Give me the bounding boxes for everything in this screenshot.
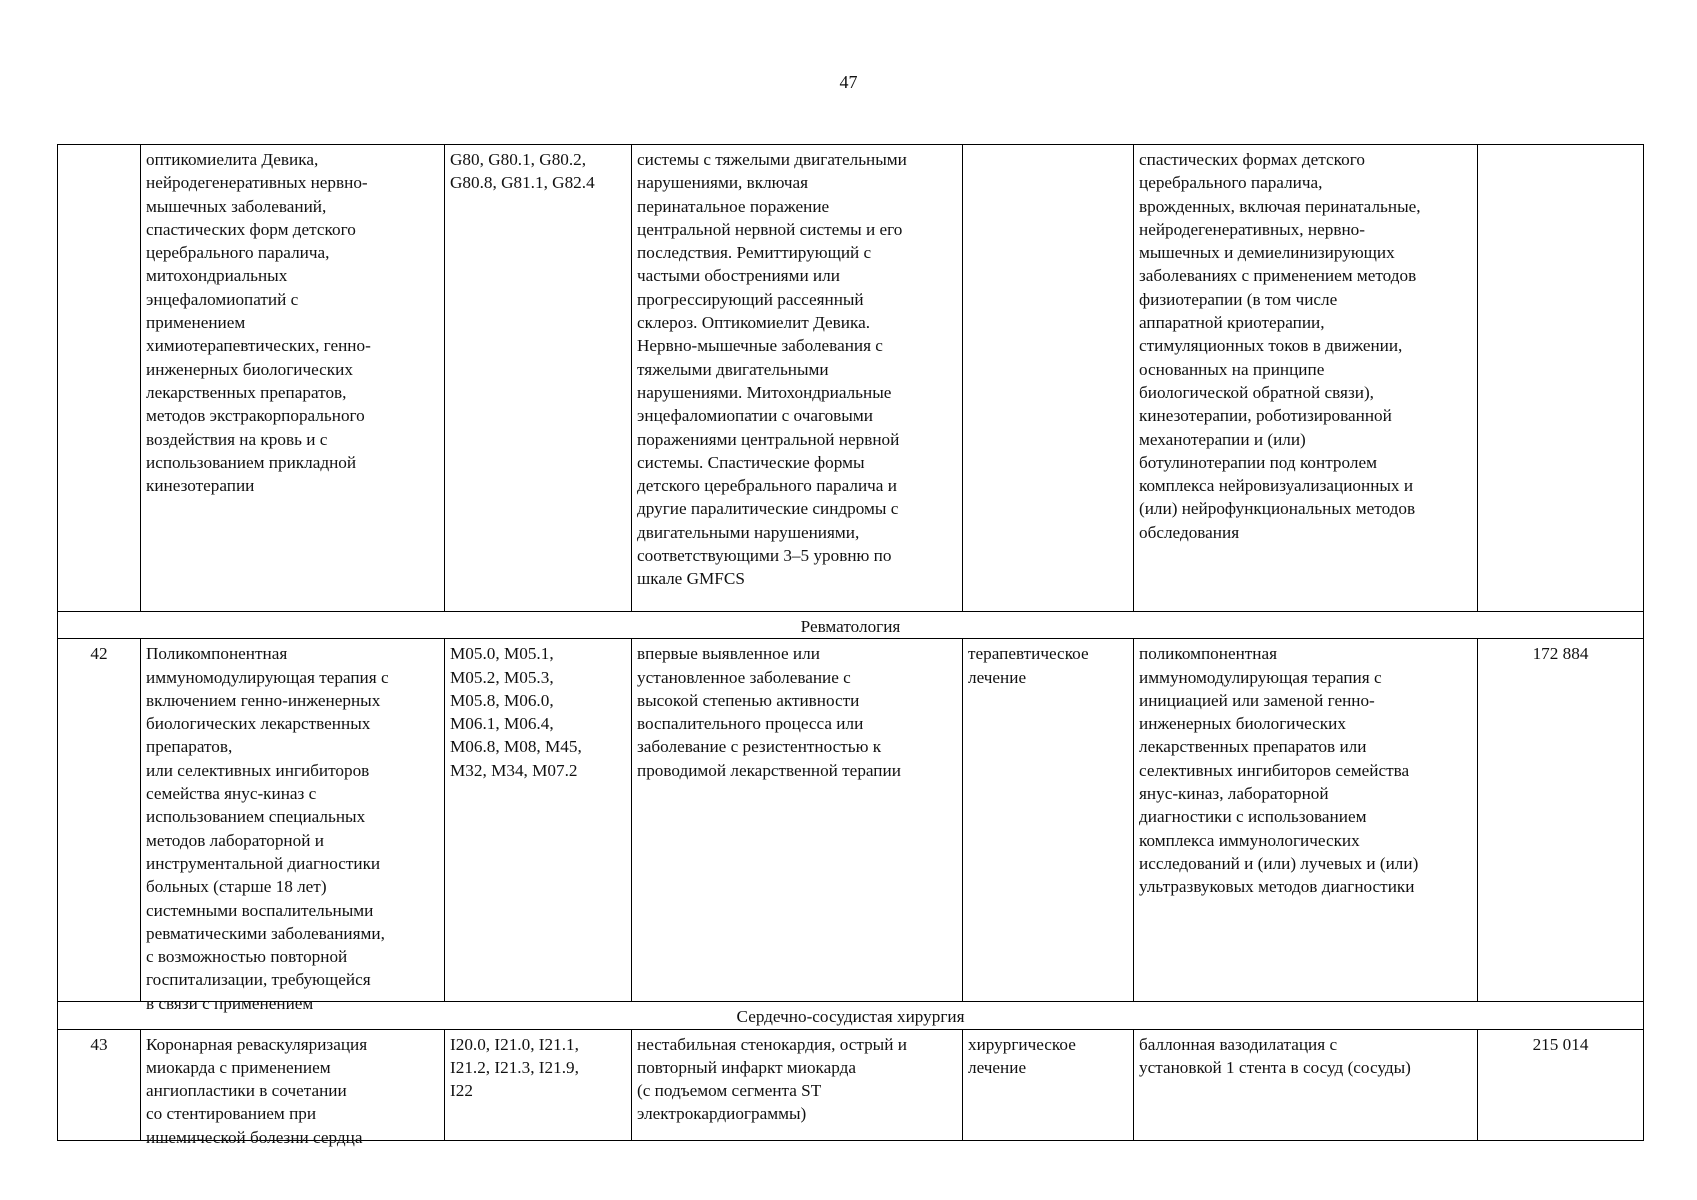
service-name-cell: Поликомпонентная иммуномодулирующая терапия с включением генно-инженерных биологических лекарственных препаратов, или селективных ингибиторов семейства янус-киназ с использованием специальных методов лабораторной и инструментальной диагностики больных (старше 18 лет) системными воспалительными ревматическими заболеваниями, с возможностью повторной госпитализации, требующейся в связи с применением <box>141 639 445 1002</box>
patient-model-cell: впервые выявленное или установленное заболевание с высокой степенью активности воспалительного процесса или заболевание с резистентностью к проводимой лекарственной терапии <box>632 639 963 1002</box>
table-row-43 <box>58 1029 1644 1140</box>
cost-cell: 215 014 <box>1478 1029 1644 1140</box>
row-number-cell <box>58 145 141 612</box>
table-row-42 <box>58 639 1644 1002</box>
icd-codes-cell: M05.0, M05.1, M05.2, M05.3, M05.8, M06.0, M06.1, M06.4, M06.8, M08, M45, M32, M34, M07.2 <box>445 639 632 1002</box>
patient-model-cell: системы с тяжелыми двигательными нарушениями, включая перинатальное поражение центральной нервной системы и его последствия. Ремиттирующий с частыми обострениями или прогрессирующий рассеянный склероз. Оптикомиелит Девика. Нервно-мышечные заболевания с тяжелыми двигательными нарушениями. Митохондриальные энцефаломиопатии с очаговыми поражениями центральной нервной системы. Спастические формы детского церебрального паралича и другие паралитические синдромы с двигательными нарушениями, соответствующими 3–5 уровню по шкале GMFCS <box>632 145 963 612</box>
treatment-type-cell: хирургическое лечение <box>963 1029 1134 1140</box>
treatment-method-cell: спастических формах детского церебрального паралича, врожденных, включая перинатальные, нейродегенеративных, нервно- мышечных и демиелинизирующих заболеваниях с применением методов физиотерапии (в том числе аппаратной криотерапии, стимуляционных токов в движении, основанных на принципе биологической обратной связи), кинезотерапии, роботизированной механотерапии и (или) ботулинотерапии под контролем комплекса нейровизуализационных и (или) нейрофункциональных методов обследования <box>1134 145 1478 612</box>
row-number-cell: 42 <box>58 639 141 1002</box>
section-title: Ревматология <box>58 612 1644 639</box>
patient-model-cell: нестабильная стенокардия, острый и повторный инфаркт миокарда (с подъемом сегмента ST электрокардиограммы) <box>632 1029 963 1140</box>
section-title: Сердечно-сосудистая хирургия <box>58 1002 1644 1029</box>
service-name-cell: оптикомиелита Девика, нейродегенеративных нервно- мышечных заболеваний, спастических форм детского церебрального паралича, митохондриальных энцефаломиопатий с применением химиотерапевтических, генно- инженерных биологических лекарственных препаратов, методов экстракорпорального воздействия на кровь и с использованием прикладной кинезотерапии <box>141 145 445 612</box>
row-number-cell: 43 <box>58 1029 141 1140</box>
page-number: 47 <box>839 72 858 92</box>
table-row-continued <box>58 145 1644 612</box>
icd-codes-cell: I20.0, I21.0, I21.1, I21.2, I21.3, I21.9, I22 <box>445 1029 632 1140</box>
treatment-type-cell: терапевтическое лечение <box>963 639 1134 1002</box>
treatment-method-cell: поликомпонентная иммуномодулирующая терапия с инициацией или заменой генно- инженерных биологических лекарственных препаратов или селективных ингибиторов семейства янус-киназ, лабораторной диагностики с использованием комплекса иммунологических исследований и (или) лучевых и (или) ультразвуковых методов диагностики <box>1134 639 1478 1002</box>
cost-cell <box>1478 145 1644 612</box>
cost-cell: 172 884 <box>1478 639 1644 1002</box>
treatment-method-cell: баллонная вазодилатация с установкой 1 стента в сосуд (сосуды) <box>1134 1029 1478 1140</box>
service-name-cell: Коронарная реваскуляризация миокарда с применением ангиопластики в сочетании со стентированием при ишемической болезни сердца <box>141 1029 445 1140</box>
section-row-rheumatology <box>58 612 1644 639</box>
treatment-type-cell <box>963 145 1134 612</box>
icd-codes-cell: G80, G80.1, G80.2, G80.8, G81.1, G82.4 <box>445 145 632 612</box>
services-table <box>57 144 1644 1147</box>
